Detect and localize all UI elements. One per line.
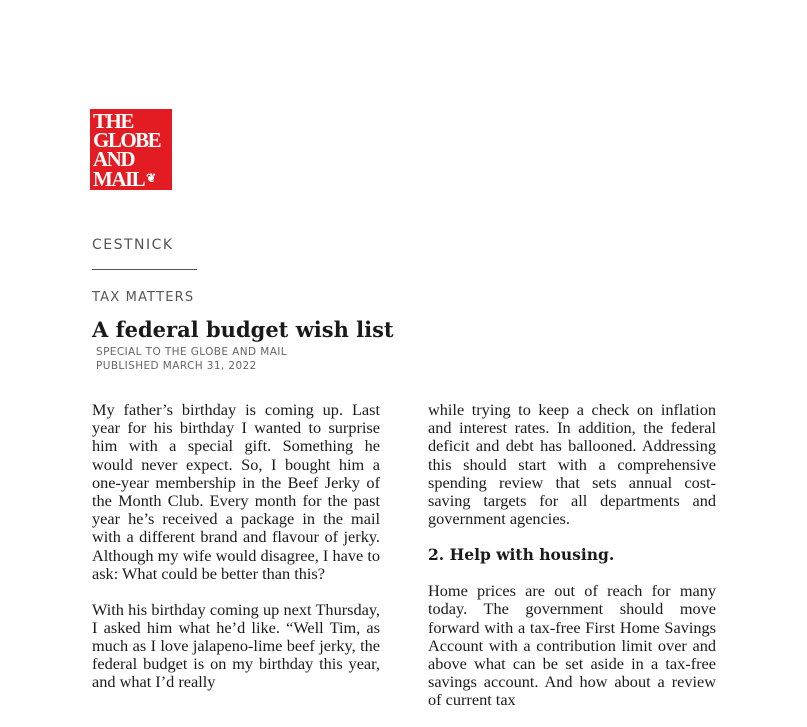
globe-and-mail-logo[interactable] (90, 109, 172, 190)
body-paragraph: Home prices are out of reach for many today. The government should move forward with a tax-free First Home Savings Account with a contribution limit over and above what can be set aside in a tax-free savings account. And how about a review of current tax (428, 581, 716, 710)
body-paragraph: With his birthday coming up next Thursday, I asked him what he’d like. “Well Tim, as much as I love jalapeno-lime beef jerky, the federal budget is on my birthday this year, and what I’d really (92, 599, 380, 692)
kicker-label[interactable]: TAX MATTERS (92, 290, 195, 305)
subheading-housing: 2. Help with housing. (428, 544, 615, 564)
article-headline: A federal budget wish list (92, 317, 394, 342)
logo-line-1: THE (93, 109, 133, 133)
byline: SPECIAL TO THE GLOBE AND MAIL (96, 346, 288, 358)
section-divider (92, 269, 197, 270)
body-paragraph: My father’s birthday is coming up. Last year for his birthday I wanted to surprise him with a special gift. Something he would never expect. So, I bought him a one-year membership in the Beef Jerky of the Month Club. Every month for the past year he’s received a package in the mail with a different brand and flavour of jerky. Although my wife would disagree, I have to ask: What could be better than this? (92, 400, 380, 583)
published-date: PUBLISHED MARCH 31, 2022 (96, 360, 257, 372)
article-column-left (92, 401, 380, 709)
logo-line-3: AND (93, 147, 134, 171)
logo-line-4 (93, 169, 172, 189)
logo-line-2: GLOBE (93, 128, 161, 152)
maple-leaf-icon: ❦ (146, 171, 157, 185)
logo-line-4-text: MAIL (93, 167, 145, 191)
section-label[interactable]: CESTNICK (92, 237, 174, 253)
body-paragraph: while trying to keep a check on inflation and interest rates. In addition, the federal deficit and debt has ballooned. Addressing this should start with a comprehensive spending review that sets annual cost-saving targets for all departments and government agencies. (428, 400, 716, 529)
article-column-right (428, 401, 716, 727)
